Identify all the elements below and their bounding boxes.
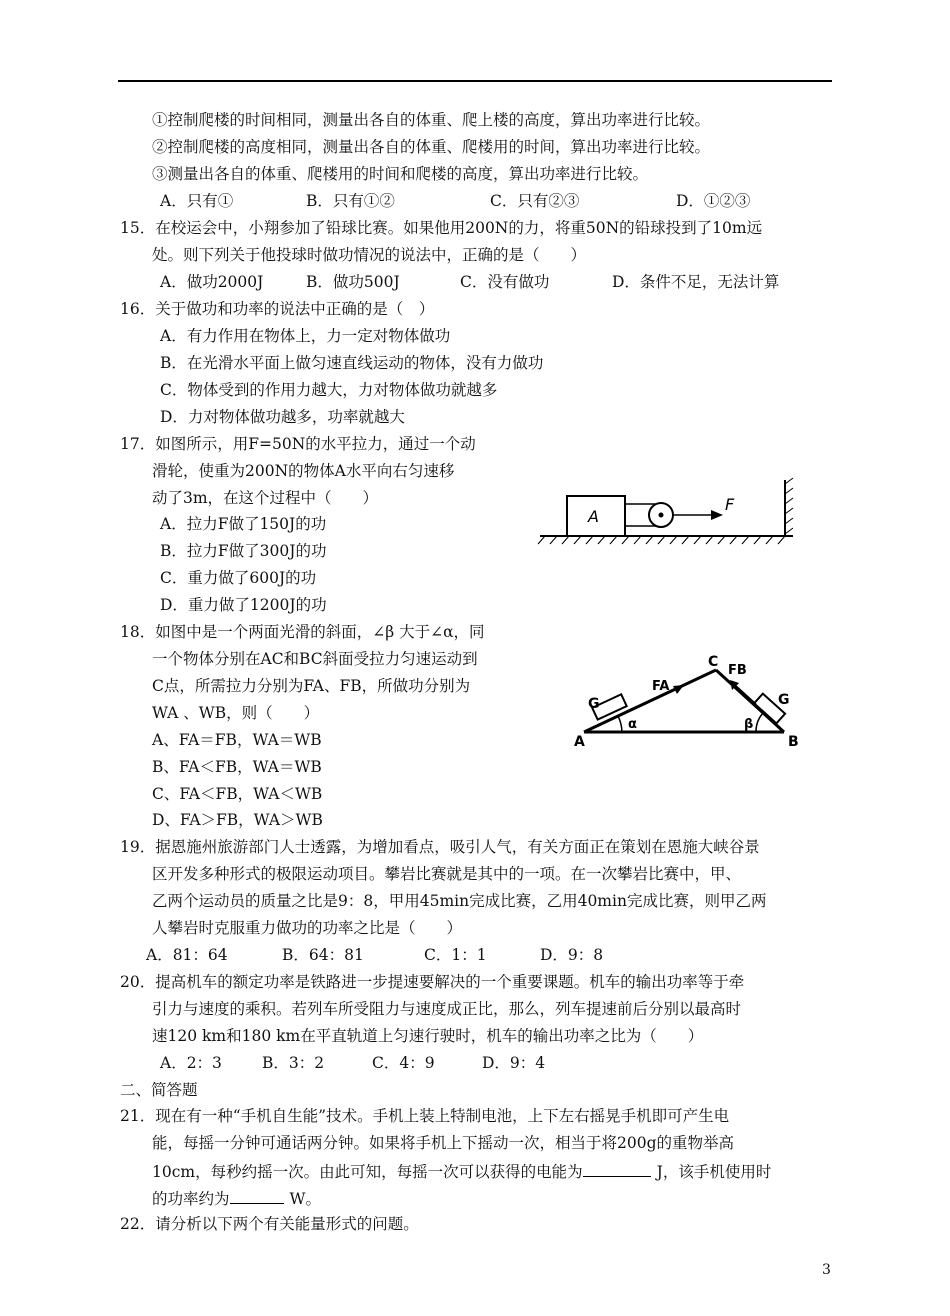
q19-option-c: C．1：1 (424, 946, 487, 964)
q18-option-a: A、FA＝FB，WA＝WB (152, 731, 322, 749)
q21-power-blank[interactable] (230, 1187, 284, 1204)
q17-stem-line2: 滑轮，使重为200N的物体A水平向右匀速移 (152, 462, 455, 480)
q19-stem-line1: 19．据恩施州旅游部门人士透露，为增加看点，吸引人气，有关方面正在策划在恩施大峡谷景 (120, 838, 760, 856)
q18-option-c: C、FA＜FB，WA＜WB (152, 785, 323, 803)
q20-stem-line2: 引力与速度的乘积。若列车所受阻力与速度成正比，那么，列车提速前后分别以最高时 (152, 1000, 742, 1018)
q15-stem-line1: 15．在校运会中，小翔参加了铅球比赛。如果他用200N的力，将重50N的铅球投到了10m远 (120, 219, 763, 237)
q15-option-a: A．做功2000J (160, 273, 264, 291)
q21-line4-text: 的功率约为 (152, 1190, 230, 1208)
q19-option-a: A．81：64 (146, 946, 228, 964)
q18-stem-line1: 18．如图中是一个两面光滑的斜面，∠β 大于∠α，同 (120, 623, 485, 641)
q17-option-c: C．重力做了600J的功 (160, 569, 317, 587)
q17-block-label: A (588, 507, 599, 526)
q18-incline-figure (570, 650, 810, 750)
q14-option-c: C．只有②③ (490, 192, 580, 210)
q22-stem: 22．请分析以下两个有关能量形式的问题。 (120, 1215, 419, 1233)
q21-stem-line2: 能，每摇一分钟可通话两分钟。如果将手机上下摇动一次，相当于将200g的重物举高 (152, 1134, 735, 1152)
q14-item-2: ②控制爬楼的高度相同，测量出各自的体重、爬楼用的时间，算出功率进行比较。 (152, 138, 711, 156)
q20-stem-line3: 速120 km和180 km在平直轨道上匀速行驶时，机车的输出功率之比为（ ） (152, 1027, 704, 1045)
q19-stem-line4: 人攀岩时克服重力做功的功率之比是（ ） (152, 919, 463, 937)
q21-stem-line4 (152, 1187, 321, 1209)
q18-stem-line4: WA 、WB，则（ ） (152, 704, 320, 722)
q15-stem-line2: 处。则下列关于他投球时做功情况的说法中，正确的是（ ） (152, 246, 587, 264)
q16-option-b: B．在光滑水平面上做匀速直线运动的物体，没有力做功 (160, 354, 544, 372)
q19-option-d: D．9：8 (540, 946, 604, 964)
q14-item-1: ①控制爬楼的时间相同，测量出各自的体重、爬上楼的高度，算出功率进行比较。 (152, 111, 711, 129)
q18-label-g-left: G (588, 696, 600, 712)
q18-label-fa: FA (652, 679, 670, 694)
q15-option-c: C．没有做功 (460, 273, 550, 291)
q18-label-a: A (574, 734, 585, 750)
page-number: 3 (822, 1262, 831, 1278)
q15-option-d: D．条件不足，无法计算 (612, 273, 780, 291)
q14-option-b: B．只有①② (306, 192, 395, 210)
q20-stem-line1: 20．提高机车的额定功率是铁路进一步提速要解决的一个重要课题。机车的输出功率等于牵 (120, 973, 745, 991)
q18-stem-line2: 一个物体分别在AC和BC斜面受拉力匀速运动到 (152, 650, 478, 668)
q20-option-c: C．4：9 (372, 1054, 435, 1072)
q16-option-a: A．有力作用在物体上，力一定对物体做功 (160, 327, 451, 345)
q14-option-d: D．①②③ (676, 192, 751, 210)
q21-stem-line3 (152, 1160, 771, 1182)
q19-stem-line3: 乙两个运动员的质量之比是9：8，甲用45min完成比赛，乙用40min完成比赛，则甲乙两 (152, 892, 767, 910)
header-rule (118, 80, 832, 82)
q18-label-alpha: α (628, 717, 637, 732)
q20-option-b: B．3：2 (262, 1054, 325, 1072)
q18-option-d: D、FA＞FB，WA＞WB (152, 811, 323, 829)
q17-option-a: A．拉力F做了150J的功 (160, 515, 327, 533)
q17-stem-line3: 动了3m，在这个过程中（ ） (152, 489, 379, 507)
q21-energy-blank[interactable] (583, 1160, 651, 1177)
q21-line3-text: 10cm，每秒约摇一次。由此可知，每摇一次可以获得的电能为 (152, 1163, 583, 1181)
q17-pulley-figure (535, 470, 800, 550)
section-heading: 二、简答题 (120, 1081, 198, 1099)
q16-option-c: C．物体受到的作用力越大，力对物体做功就越多 (160, 381, 498, 399)
q21-stem-line1: 21．现在有一种“手机自生能”技术。手机上装上特制电池，上下左右摇晃手机即可产生电 (120, 1107, 730, 1125)
q19-stem-line2: 区开发多种形式的极限运动项目。攀岩比赛就是其中的一项。在一次攀岩比赛中，甲、 (152, 865, 742, 883)
q14-item-3: ③测量出各自的体重、爬楼用的时间和爬楼的高度，算出功率进行比较。 (152, 165, 649, 183)
q18-label-g-right: G (778, 692, 790, 708)
q17-option-b: B．拉力F做了300J的功 (160, 542, 327, 560)
q18-label-b: B (788, 734, 799, 750)
q14-option-a: A．只有① (160, 192, 234, 210)
q18-stem-line3: C点，所需拉力分别为FA、FB，所做功分别为 (152, 677, 471, 695)
q18-label-beta: β (744, 717, 754, 732)
q19-option-b: B．64：81 (282, 946, 364, 964)
q15-option-b: B．做功500J (306, 273, 400, 291)
q17-option-d: D．重力做了1200J的功 (160, 596, 327, 614)
q21-line4-tail: W。 (289, 1190, 321, 1208)
q16-option-d: D．力对物体做功越多，功率就越大 (160, 408, 405, 426)
q18-option-b: B、FA＜FB，WA＝WB (152, 758, 322, 776)
q20-option-a: A．2：3 (160, 1054, 222, 1072)
q20-option-d: D．9：4 (482, 1054, 546, 1072)
q17-stem-line1: 17．如图所示，用F=50N的水平拉力，通过一个动 (120, 435, 476, 453)
q18-label-c: C (708, 654, 719, 670)
q18-label-fb: FB (728, 663, 747, 678)
q21-line3-tail: J，该手机使用时 (656, 1163, 772, 1181)
q16-stem: 16．关于做功和功率的说法中正确的是（ ） (120, 300, 435, 318)
q17-force-label: F (725, 495, 735, 514)
